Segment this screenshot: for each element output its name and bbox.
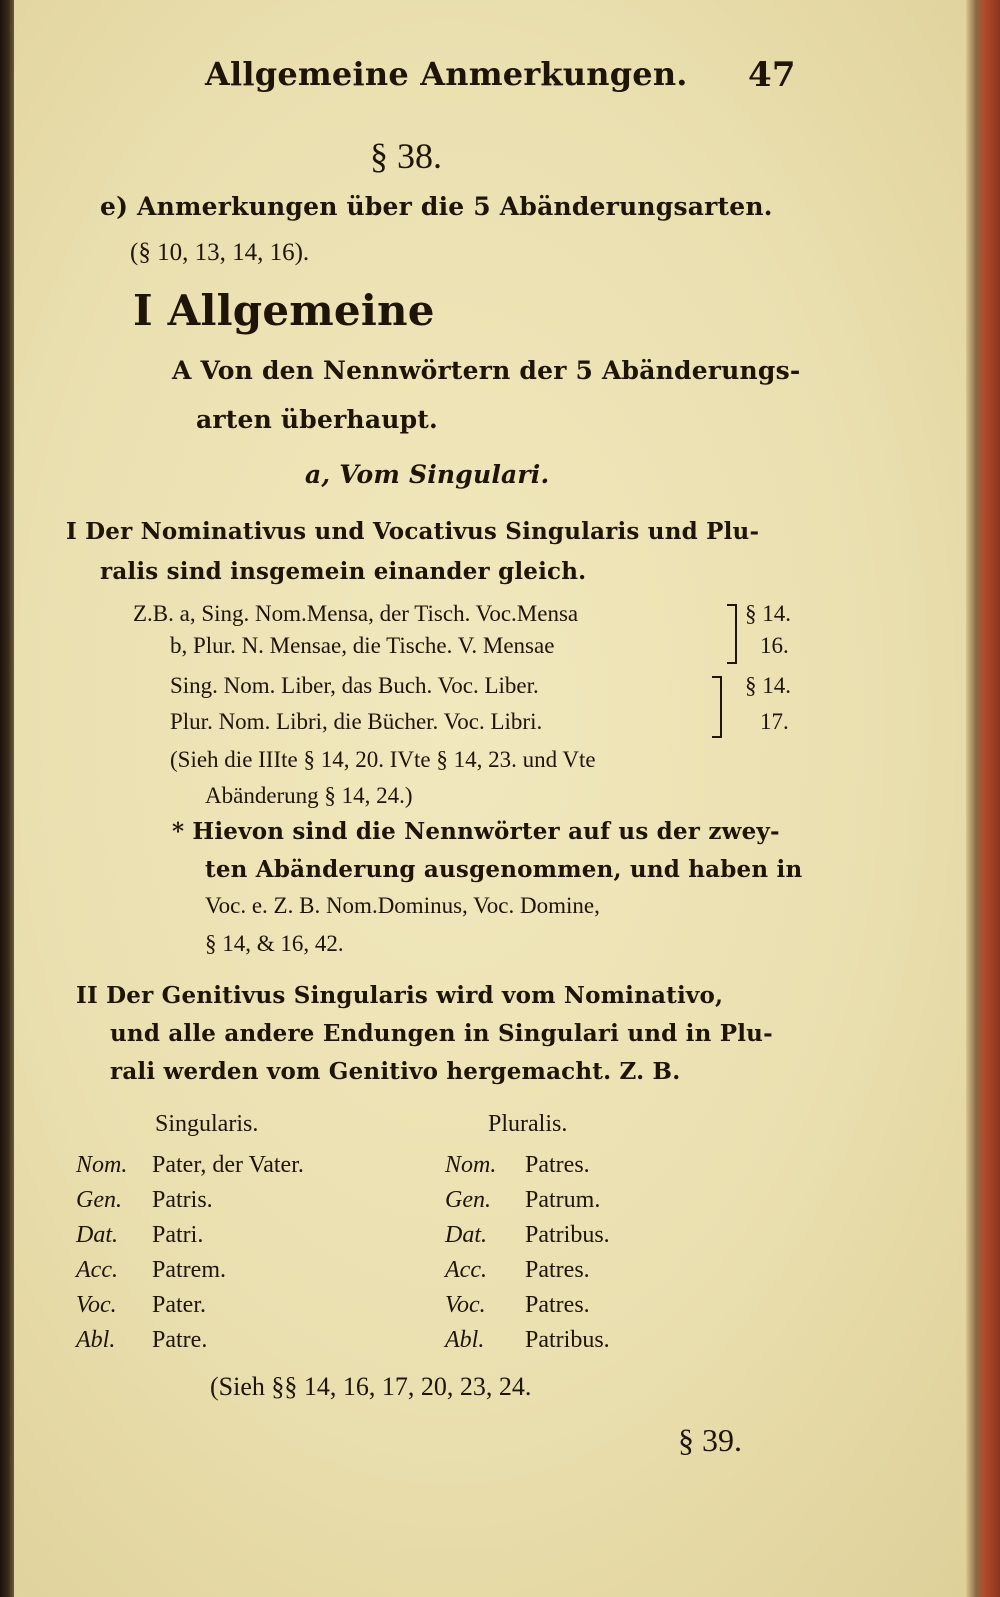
singular-form: Pater. (152, 1292, 206, 1318)
plural-form: Patribus. (525, 1222, 610, 1248)
example-line-1: Z.B. a, Sing. Nom.Mensa, der Tisch. Voc.Mensa (133, 601, 579, 626)
plural-form: Patres. (525, 1152, 590, 1178)
singular-form: Patrem. (152, 1257, 226, 1283)
plural-case-label: Dat. (445, 1222, 487, 1248)
page-number: 47 (748, 55, 796, 95)
singular-form: Patre. (152, 1327, 208, 1353)
section-heading-refs: (§ 10, 13, 14, 16). (130, 239, 310, 266)
plural-case-label: Acc. (445, 1257, 487, 1283)
example-ref-4: 17. (760, 709, 789, 734)
singular-header: Singularis. (155, 1111, 259, 1137)
rule-one-line2: ralis sind insgemein einander gleich. (100, 558, 587, 585)
declension-see-also: (Sieh §§ 14, 16, 17, 20, 23, 24. (210, 1372, 532, 1401)
bracket-liber (712, 676, 722, 738)
section-number: § 38. (370, 136, 442, 176)
plural-form: Patrum. (525, 1187, 601, 1213)
rule-two-line3: rali werden vom Genitivo hergemacht. Z. B. (110, 1058, 681, 1085)
singular-form: Patri. (152, 1222, 204, 1248)
note-line3: Voc. e. Z. B. Nom.Dominus, Voc. Domine, (205, 893, 600, 918)
subheading-a-line2: arten überhaupt. (196, 405, 438, 434)
roman-heading: I Allgemeine (133, 286, 435, 335)
example-ref-2: 16. (760, 633, 789, 658)
note-line1: * Hievon sind die Nennwörter auf us der zwey- (172, 818, 780, 845)
page-gutter (0, 0, 14, 1597)
plural-case-label: Voc. (445, 1292, 486, 1318)
case-label: Nom. (76, 1152, 128, 1178)
example-line-3: Sing. Nom. Liber, das Buch. Voc. Liber. (170, 673, 539, 698)
plural-form: Patres. (525, 1257, 590, 1283)
case-label: Dat. (76, 1222, 118, 1248)
plural-case-label: Nom. (445, 1152, 497, 1178)
example-line-4: Plur. Nom. Libri, die Bücher. Voc. Libri. (170, 709, 543, 734)
example-ref-3: § 14. (745, 673, 791, 698)
book-edge (966, 0, 1000, 1597)
rule-one-line1: I Der Nominativus und Vocativus Singularis und Plu- (66, 518, 760, 545)
see-also-line1: (Sieh die IIIte § 14, 20. IVte § 14, 23. und Vte (170, 747, 596, 772)
subheading-a-line1: A Von den Nennwörtern der 5 Abänderungs- (172, 356, 801, 385)
singular-form: Pater, der Vater. (152, 1152, 304, 1178)
example-line-2: b, Plur. N. Mensae, die Tische. V. Mensae (170, 633, 555, 658)
section-heading: e) Anmerkungen über die 5 Abänderungsarten. (100, 192, 773, 221)
singular-form: Patris. (152, 1187, 213, 1213)
case-label: Acc. (76, 1257, 118, 1283)
plural-form: Patres. (525, 1292, 590, 1318)
note-line2: ten Abänderung ausgenommen, und haben in (205, 856, 803, 883)
plural-case-label: Gen. (445, 1187, 491, 1213)
running-title: Allgemeine Anmerkungen. (205, 55, 688, 93)
case-label: Voc. (76, 1292, 117, 1318)
case-label: Abl. (76, 1327, 116, 1353)
plural-form: Patribus. (525, 1327, 610, 1353)
plural-header: Pluralis. (488, 1111, 568, 1137)
see-also-line2: Abänderung § 14, 24.) (205, 783, 413, 808)
rule-two-line1: II Der Genitivus Singularis wird vom Nominativo, (76, 982, 724, 1009)
subheading-alpha: a, Vom Singulari. (305, 460, 550, 489)
example-ref-1: § 14. (745, 601, 791, 626)
note-line4: § 14, & 16, 42. (205, 931, 344, 956)
bracket-mensa (727, 604, 737, 664)
rule-two-line2: und alle andere Endungen in Singulari und in Plu- (110, 1020, 773, 1047)
plural-case-label: Abl. (445, 1327, 485, 1353)
case-label: Gen. (76, 1187, 122, 1213)
catchword: § 39. (678, 1422, 742, 1458)
